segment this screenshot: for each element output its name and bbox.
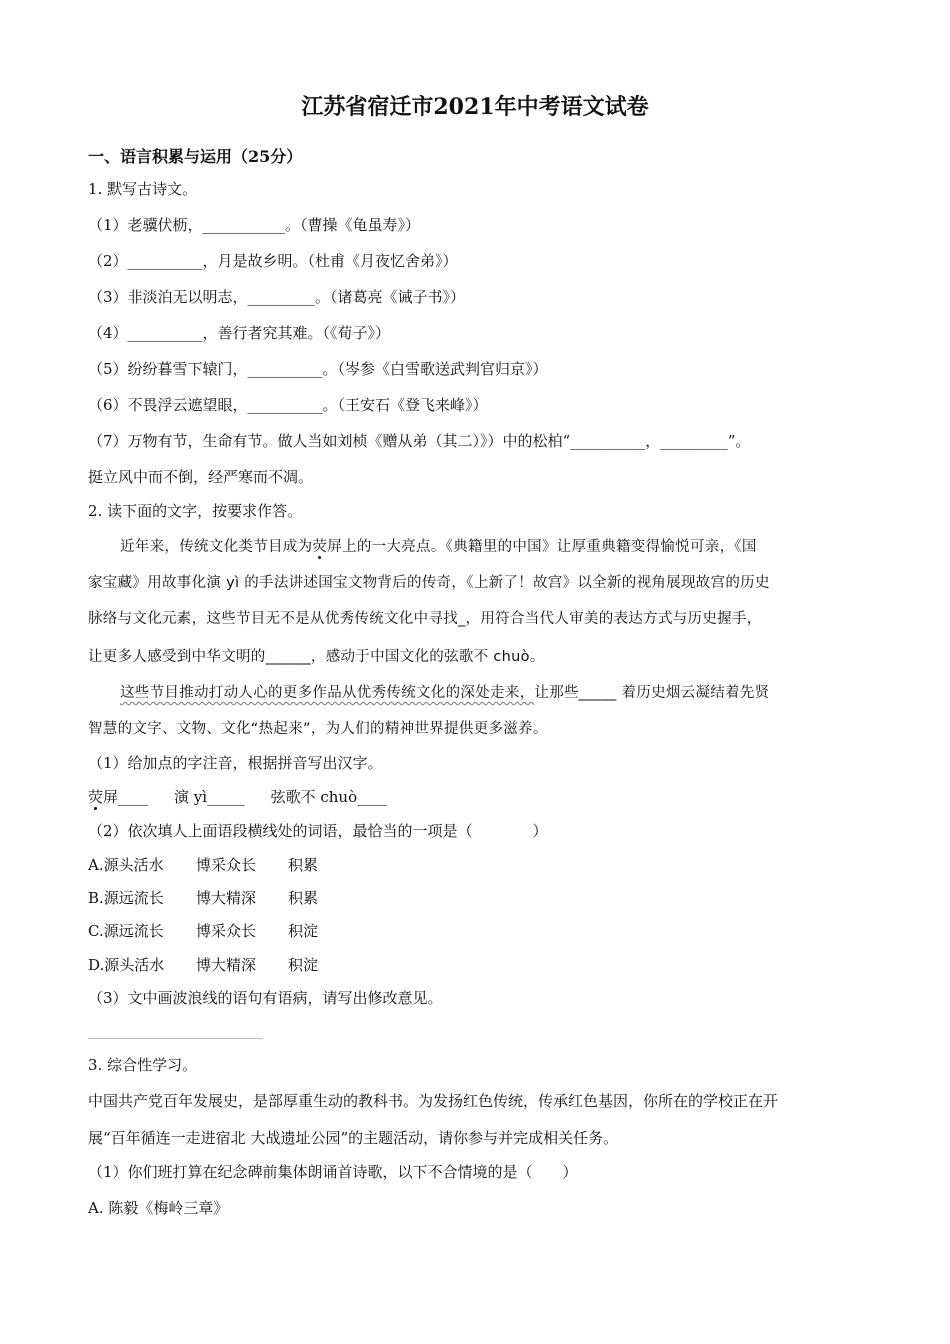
passage-line-3: 脉络与文化元素，这些节目无不是从优秀传统文化中寻找_，用符合当代人审美的表达方式与历史握手， (88, 611, 762, 627)
q1-item-2: （2）__________，月是故乡明。（杜甫《月夜忆舍弟》） (88, 252, 458, 270)
q1-item-5: （5）纷纷暮雪下辕门，__________。（岑参《白雪歌送武判官归京》） (88, 360, 548, 378)
passage-line-5: 这些节目推动打动人心的更多作品从优秀传统文化的深处走来，让那些_____ 着历史烟云凝结着先贤 (120, 685, 770, 701)
q3-sub1: （1）你们班打算在纪念碑前集体朗诵首诗歌，以下不合情境的是（ ） (88, 1163, 578, 1181)
dotted-character: 荧 (312, 539, 328, 555)
q1-item-7-cont: 挺立风中而不倒，经严寒而不凋。 (88, 468, 314, 486)
q2-sub1: （1）给加点的字注音，根据拼音写出汉字。 (88, 754, 383, 772)
q3-intro-1: 中国共产党百年发展史，是部厚重生动的教科书。为发扬红色传统，传承红色基因，你所在的学校正在开 (88, 1092, 779, 1110)
q1-item-7: （7）万物有节，生命有节。做人当如刘桢《赠从弟（其二）》）中的松柏“__________，_________”。 (88, 432, 751, 450)
q3-stem: 3. 综合性学习。 (88, 1056, 198, 1074)
q1-item-3: （3）非淡泊无以明志，_________。（诸葛亮《诫子书》） (88, 288, 466, 306)
q1-stem: 1. 默写古诗文。 (88, 180, 198, 198)
passage-line-1: 近年来，传统文化类节目成为荧屏上的一大亮点。《典籍里的中国》让厚重典籍变得愉悦可亲，《国 (120, 539, 757, 555)
option-d: D.源头活水 博大精深 积淀 (88, 956, 319, 974)
passage-line-4: 让更多人感受到中华文明的______，感动于中国文化的弦歌不 chuò。 (88, 649, 545, 665)
pinyin-blanks: 荧屏____ 演 yì_____ 弦歌不 chuò____ (88, 788, 388, 806)
option-c: C.源远流长 博采众长 积淀 (88, 922, 319, 940)
section-heading: 一、语言积累与运用（25分） (88, 147, 303, 166)
passage-line-6: 智慧的文字、文物、文化“热起来”，为人们的精神世界提供更多滋养。 (88, 721, 548, 737)
answer-divider (88, 1038, 263, 1039)
q2-stem: 2. 读下面的文字，按要求作答。 (88, 502, 303, 520)
option-b: B.源远流长 博大精深 积累 (88, 889, 319, 907)
q3-intro-2: 展“百年循连一走进宿北 大战遗址公园”的主题活动，请你参与并完成相关任务。 (88, 1129, 619, 1147)
option-a: A.源头活水 博采众长 积累 (88, 856, 319, 874)
q1-item-6: （6）不畏浮云遮望眼，__________。（王安石《登飞来峰》） (88, 396, 488, 414)
q1-item-4: （4）__________，善行者究其难。（《荀子》） (88, 324, 391, 342)
passage-line-2: 家宝藏》用故事化演 yì 的手法讲述国宝文物背后的传奇，《上新了！故宫》以全新的视角展现故宫的历史 (88, 575, 770, 591)
q1-item-1: （1）老骥伏枥，___________。（曹操《龟虽寿》） (88, 216, 421, 234)
wavy-underlined-sentence: 这些节目推动打动人心的更多作品从优秀传统文化的深处走来， (120, 685, 535, 701)
q3-option-a: A. 陈毅《梅岭三章》 (88, 1199, 229, 1217)
q2-sub2: （2）依次填人上面语段横线处的词语，最恰当的一项是（ ） (88, 822, 548, 840)
exam-title: 江苏省宿迁市2021年中考语文试卷 (301, 94, 649, 120)
q2-sub3: （3）文中画波浪线的语句有语病，请写出修改意见。 (88, 989, 443, 1007)
